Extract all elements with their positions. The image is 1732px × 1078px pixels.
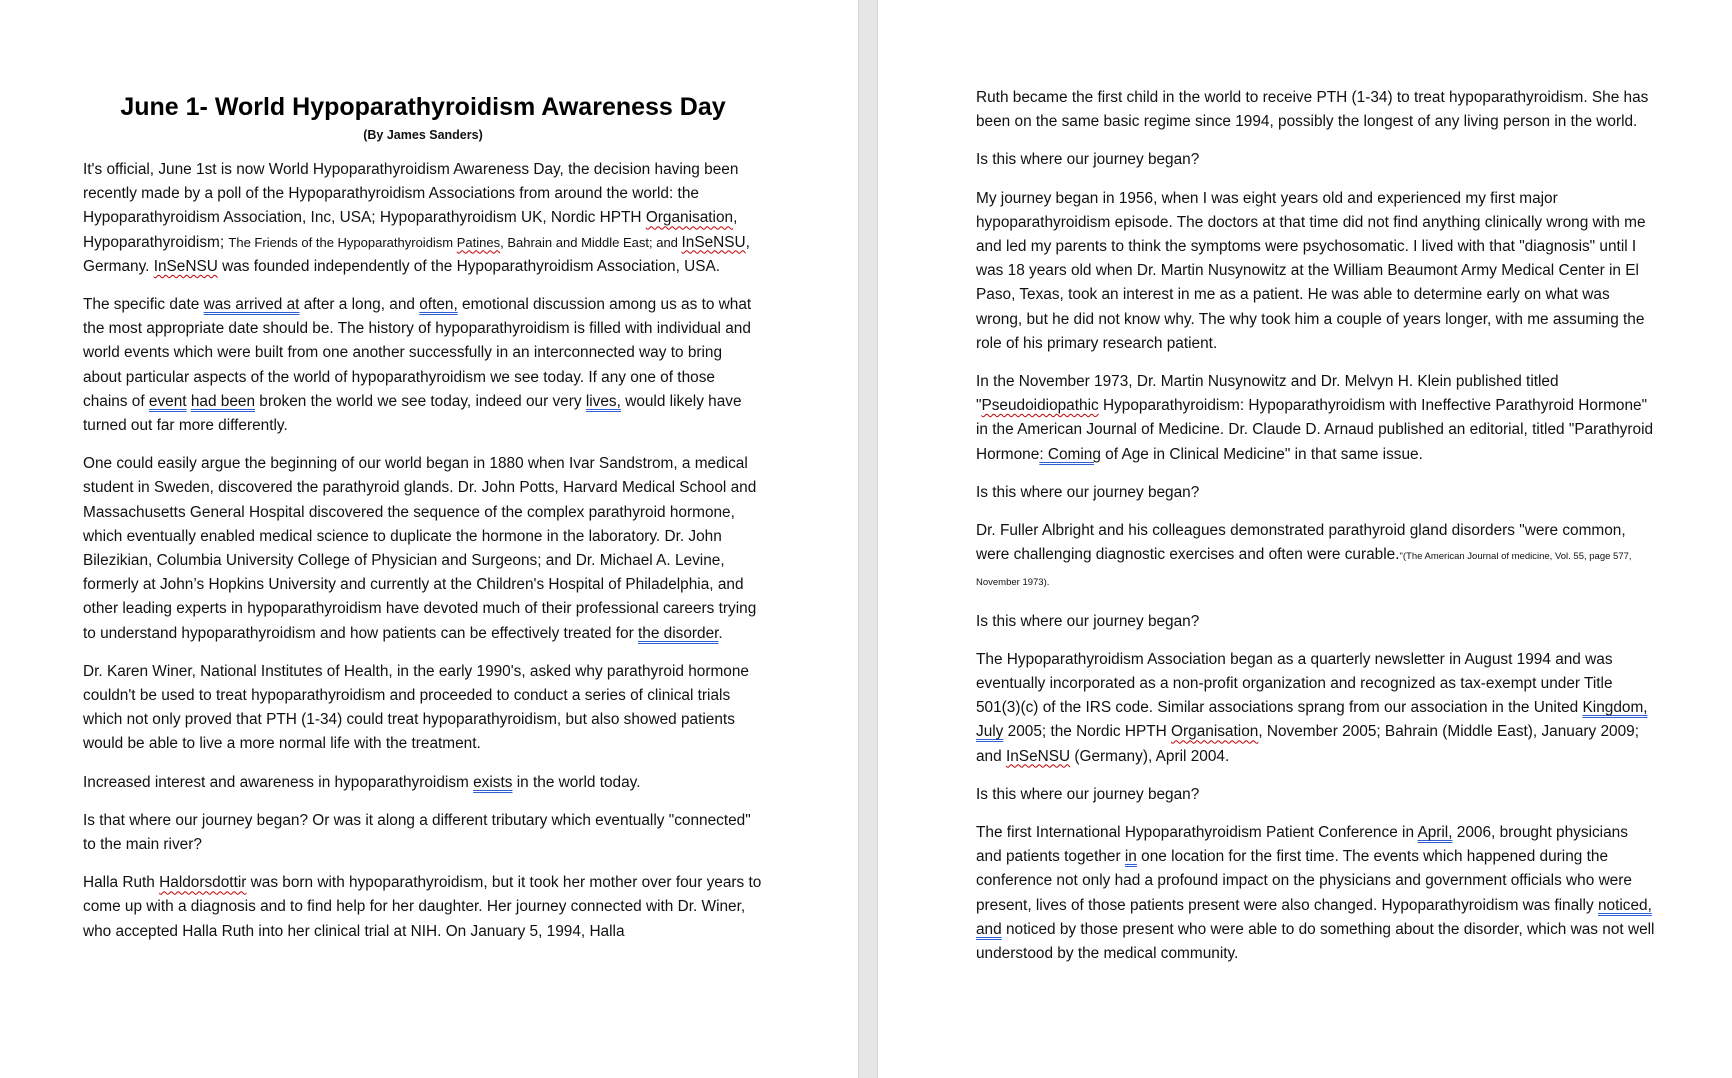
grammar-flag[interactable]: in [1124,848,1137,866]
paragraph-november-1973: In the November 1973, Dr. Martin Nusynowitz and Dr. Melvyn H. Klein published titled "Pseudoidiopathic Hypoparathyroidism: Hypoparathyroidism with Ineffective Parathyroid Hormone" in the American Journal of Medicine. Dr. Claude D. Arnaud published an editorial, titled "Parathyroid Hormone: Coming of Age in Clinical Medicine" in that same issue. [976,373,1654,463]
paragraph-halla-ruth: Halla Ruth Haldorsdottir was born with hypoparathyroidism, but it took her mother over four years to come up with a diagnosis and to find help for her daughter. Her journey connected with Dr. Winer, who accepted Halla Ruth into her clinical trial at NIH. On January 5, 1994, Halla [83,874,762,940]
paragraph-my-journey-1956: My journey began in 1956, when I was eight years old and experienced my first major hypoparathyroidism episode. The doctors at that time did not find anything clinically wrong with me and led my parents to think the symptoms were psychosomatic. I lived with that "diagnosis" until I was 18 years old when Dr. Martin Nusynowitz at the William Beaumont Army Medical Center in El Paso, Texas, took an interest in me as a patient. He was able to determine early on what was wrong, but he did not know why. The why took him a couple of years longer, with me assuming the role of his primary research patient. [976,189,1646,352]
paragraph-journey-question: Is this where our journey began? [976,151,1200,169]
spelling-flag[interactable]: Organisation [645,209,734,227]
grammar-flag[interactable]: Kingdom, July [976,699,1648,741]
paragraph-official-day: It's official, June 1st is now World Hypoparathyroidism Awareness Day, the decision having been recently made by a poll of the Hypoparathyroidism Associations from around the world: the Hypoparathyroidism Association, Inc, USA; Hypoparathyroidism UK, Nordic HPTH Organisation, Hypoparathyroidism; The Friends of the Hypoparathyroidism Patines, Bahrain and Middle East; and InSeNSU, Germany. InSeNSU was founded independently of the Hypoparathyroidism Association, USA. [83,161,750,275]
document-title: June 1- World Hypoparathyroidism Awareness Day [120,93,726,121]
grammar-flag[interactable]: : Coming [1039,445,1101,463]
citation-note: "(The American Journal of medicine, Vol. 55, page 577, November 1973). [976,551,1632,589]
grammar-flag[interactable]: exists [473,773,513,791]
byline: (By James Sanders) [363,128,483,142]
paragraph-ruth-first-child: Ruth became the first child in the world to receive PTH (1-34) to treat hypoparathyroidism. She has been on the same basic regime since 1994, possibly the longest of any living person in the world. [976,89,1649,131]
paragraph-tributary-question: Is that where our journey began? Or was it along a different tributary which eventually "connected" to the main river? [83,811,751,854]
page-gutter [858,0,878,1078]
spelling-flag[interactable]: Pseudoidiopathic [981,397,1099,415]
grammar-flag[interactable]: had been [190,392,256,410]
paragraph-journey-question: Is this where our journey began? [976,785,1200,803]
paragraph-karen-winer: Dr. Karen Winer, National Institutes of Health, in the early 1990's, asked why parathyroid hormone couldn't be used to treat hypoparathyroidism and proceeded to conduct a series of clinical trials which not only proved that PTH (1-34) could treat hypoparathyroidism, but also showed patients would be able to live a more normal life with the treatment. [83,662,749,753]
paragraph-fuller-albright: Dr. Fuller Albright and his colleagues demonstrated parathyroid gland disorders "were common, were challenging diagnostic exercises and often were curable."(The American Journal of medicine, Vol. 55, page 577, November 1973). [976,522,1632,589]
grammar-flag[interactable]: often, [419,296,458,314]
grammar-flag[interactable]: the disorder [637,624,719,642]
paragraph-association-history: The Hypoparathyroidism Association began as a quarterly newsletter in August 1994 and was eventually incorporated as a non-profit organization and recognized as tax-exempt under Title 501(3)(c) of the IRS code. Similar associations sprang from our association in the United Kingdom, July 2005; the Nordic HPTH Organisation, November 2005; Bahrain (Middle East), January 2009; and InSeNSU (Germany), April 2004. [976,650,1648,765]
grammar-flag[interactable]: event [148,392,187,410]
paragraph-beginning-1880: One could easily argue the beginning of our world began in 1880 when Ivar Sandstrom, a medical student in Sweden, discovered the parathyroid glands. Dr. John Potts, Harvard Medical School and Massachusetts General Hospital discovered the sequence of the complex parathyroid hormone, which eventually enabled medical science to duplicate the hormone in the laboratory. Dr. John Bilezikian, Columbia University College of Physician and Surgeons; and Dr. Michael A. Levine, formerly at John’s Hopkins University and currently at the Children's Hospital of Philadelphia, and other leading experts in hypoparathyroidism have devoted much of their professional careers trying to understand hypoparathyroidism and how patients can be effectively treated for the disorder. [83,455,757,642]
spelling-flag[interactable]: Organisation [1171,723,1259,741]
paragraph-journey-question: Is this where our journey began? [976,612,1200,630]
paragraph-increased-interest: Increased interest and awareness in hypoparathyroidism exists in the world today. [83,773,641,791]
paragraph-journey-question: Is this where our journey began? [976,483,1200,501]
spelling-flag[interactable]: InSeNSU [681,233,746,251]
document-page-right [878,0,1732,1078]
paragraph-first-conference: The first International Hypoparathyroidism Patient Conference in April, 2006, brought physicians and patients together in one location for the first time. The events which happened during the conference not only had a profound impact on the physicians and government officials who were present, lives of those patients present were also changed. Hypoparathyroidism was finally noticed, and noticed by those present who were able to do something about the disorder, which was not well understood by the medical community. [976,824,1655,963]
spelling-flag[interactable]: Patines [456,234,501,250]
grammar-flag[interactable]: was arrived at [203,296,300,314]
page-left-content [83,88,763,958]
paragraph-specific-date: The specific date was arrived at after a long, and often, emotional discussion among us as to what the most appropriate date should be. The history of hypoparathyroidism is filled with individual and world events which were built from one another successfully in an interconnected way to bring about particular aspects of the world of hypoparathyroidism we see today. If any one of those chains of event had been broken the world we see today, indeed our very lives, would likely have turned out far more differently. [83,296,752,435]
page-right-content [976,86,1656,980]
grammar-flag[interactable]: lives, [585,392,621,410]
grammar-flag[interactable]: April, [1417,824,1453,842]
document-page-left [0,0,858,1078]
spelling-flag[interactable]: Haldorsdottir [159,874,247,892]
spelling-flag[interactable]: InSeNSU [153,257,218,275]
grammar-flag[interactable]: noticed, and [976,896,1652,938]
spelling-flag[interactable]: InSeNSU [1005,747,1071,765]
